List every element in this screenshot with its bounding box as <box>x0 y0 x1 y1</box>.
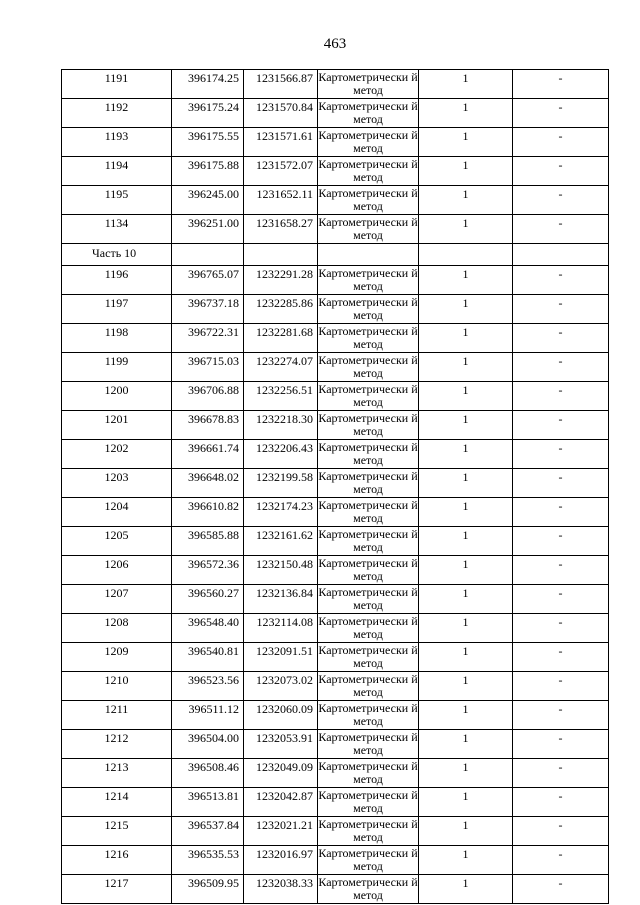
y-coordinate-cell: 1232021.21 <box>244 817 318 846</box>
x-coordinate-cell: 396174.25 <box>172 70 244 99</box>
accuracy-cell: 1 <box>419 324 513 353</box>
x-coordinate-cell: 396508.46 <box>172 759 244 788</box>
note-cell: - <box>513 215 609 244</box>
y-coordinate-cell: 1232256.51 <box>244 382 318 411</box>
method-cell: Картометрически й метод <box>318 128 418 155</box>
accuracy-cell: 1 <box>419 788 513 817</box>
note-cell: - <box>513 186 609 215</box>
point-number-cell: 1205 <box>62 527 172 556</box>
page-number: 463 <box>323 36 347 52</box>
note-cell: - <box>513 324 609 353</box>
point-number-cell: 1191 <box>62 70 172 99</box>
note-cell: - <box>513 672 609 701</box>
note-cell: - <box>513 469 609 498</box>
note-cell: - <box>513 157 609 186</box>
table-row <box>62 128 609 157</box>
section-label: Часть 10 <box>62 244 172 266</box>
point-number-cell: 1193 <box>62 128 172 157</box>
y-coordinate-cell: 1232291.28 <box>244 266 318 295</box>
table-row <box>62 846 609 875</box>
x-coordinate-cell: 396572.36 <box>172 556 244 585</box>
accuracy-cell: 1 <box>419 730 513 759</box>
method-cell: Картометрически й метод <box>318 643 418 670</box>
method-cell: Картометрически й метод <box>318 440 418 467</box>
note-cell: - <box>513 295 609 324</box>
method-cell: Картометрически й метод <box>318 788 418 815</box>
table-row <box>62 353 609 382</box>
y-coordinate-cell: 1232218.30 <box>244 411 318 440</box>
accuracy-cell: 1 <box>419 186 513 215</box>
method-cell: Картометрически й метод <box>318 70 418 97</box>
table-row <box>62 875 609 904</box>
point-number-cell: 1192 <box>62 99 172 128</box>
method-cell: Картометрически й метод <box>318 469 418 496</box>
method-cell: Картометрически й метод <box>318 701 418 728</box>
note-cell: - <box>513 788 609 817</box>
accuracy-cell: 1 <box>419 672 513 701</box>
note-cell: - <box>513 614 609 643</box>
table-row <box>62 643 609 672</box>
table-row <box>62 788 609 817</box>
y-coordinate-cell: 1232161.62 <box>244 527 318 556</box>
table-row <box>62 469 609 498</box>
x-coordinate-cell: 396251.00 <box>172 215 244 244</box>
point-number-cell: 1134 <box>62 215 172 244</box>
table-row <box>62 324 609 353</box>
accuracy-cell: 1 <box>419 817 513 846</box>
method-cell: Картометрически й метод <box>318 759 418 786</box>
note-cell: - <box>513 128 609 157</box>
method-cell: Картометрически й метод <box>318 846 418 873</box>
point-number-cell: 1197 <box>62 295 172 324</box>
accuracy-cell: 1 <box>419 99 513 128</box>
point-number-cell: 1202 <box>62 440 172 469</box>
x-coordinate-cell: 396245.00 <box>172 186 244 215</box>
table-row <box>62 614 609 643</box>
y-coordinate-cell: 1232274.07 <box>244 353 318 382</box>
point-number-cell: 1200 <box>62 382 172 411</box>
table-row <box>62 498 609 527</box>
x-coordinate-cell: 396540.81 <box>172 643 244 672</box>
point-number-cell: 1195 <box>62 186 172 215</box>
y-coordinate-cell: 1232281.68 <box>244 324 318 353</box>
y-coordinate-cell: 1232049.09 <box>244 759 318 788</box>
coordinates-table <box>61 69 609 904</box>
accuracy-cell: 1 <box>419 157 513 186</box>
table-row <box>62 295 609 324</box>
y-coordinate-cell: 1232136.84 <box>244 585 318 614</box>
note-cell: - <box>513 817 609 846</box>
y-coordinate-cell: 1232199.58 <box>244 469 318 498</box>
empty-cell <box>318 244 419 266</box>
x-coordinate-cell: 396509.95 <box>172 875 244 904</box>
note-cell: - <box>513 875 609 904</box>
method-cell: Картометрически й метод <box>318 382 418 409</box>
method-cell: Картометрически й метод <box>318 875 418 902</box>
point-number-cell: 1217 <box>62 875 172 904</box>
accuracy-cell: 1 <box>419 70 513 99</box>
point-number-cell: 1212 <box>62 730 172 759</box>
accuracy-cell: 1 <box>419 585 513 614</box>
table-row <box>62 585 609 614</box>
note-cell: - <box>513 730 609 759</box>
table-row <box>62 701 609 730</box>
x-coordinate-cell: 396722.31 <box>172 324 244 353</box>
table-row <box>62 672 609 701</box>
x-coordinate-cell: 396585.88 <box>172 527 244 556</box>
note-cell: - <box>513 846 609 875</box>
y-coordinate-cell: 1232042.87 <box>244 788 318 817</box>
point-number-cell: 1194 <box>62 157 172 186</box>
point-number-cell: 1210 <box>62 672 172 701</box>
method-cell: Картометрически й метод <box>318 157 418 184</box>
method-cell: Картометрически й метод <box>318 614 418 641</box>
method-cell: Картометрически й метод <box>318 730 418 757</box>
method-cell: Картометрически й метод <box>318 672 418 699</box>
point-number-cell: 1208 <box>62 614 172 643</box>
table-row <box>62 817 609 846</box>
table-row <box>62 382 609 411</box>
x-coordinate-cell: 396765.07 <box>172 266 244 295</box>
method-cell: Картометрически й метод <box>318 353 418 380</box>
y-coordinate-cell: 1231570.84 <box>244 99 318 128</box>
accuracy-cell: 1 <box>419 498 513 527</box>
x-coordinate-cell: 396610.82 <box>172 498 244 527</box>
table-row <box>62 556 609 585</box>
empty-cell <box>244 244 318 266</box>
x-coordinate-cell: 396678.83 <box>172 411 244 440</box>
x-coordinate-cell: 396537.84 <box>172 817 244 846</box>
x-coordinate-cell: 396513.81 <box>172 788 244 817</box>
method-cell: Картометрически й метод <box>318 498 418 525</box>
accuracy-cell: 1 <box>419 643 513 672</box>
y-coordinate-cell: 1231571.61 <box>244 128 318 157</box>
accuracy-cell: 1 <box>419 266 513 295</box>
x-coordinate-cell: 396175.24 <box>172 99 244 128</box>
x-coordinate-cell: 396548.40 <box>172 614 244 643</box>
accuracy-cell: 1 <box>419 215 513 244</box>
method-cell: Картометрически й метод <box>318 266 418 293</box>
y-coordinate-cell: 1231652.11 <box>244 186 318 215</box>
table-row <box>62 99 609 128</box>
y-coordinate-cell: 1232206.43 <box>244 440 318 469</box>
y-coordinate-cell: 1232150.48 <box>244 556 318 585</box>
accuracy-cell: 1 <box>419 295 513 324</box>
note-cell: - <box>513 701 609 730</box>
table-row <box>62 157 609 186</box>
note-cell: - <box>513 498 609 527</box>
y-coordinate-cell: 1231572.07 <box>244 157 318 186</box>
method-cell: Картометрически й метод <box>318 99 418 126</box>
note-cell: - <box>513 266 609 295</box>
accuracy-cell: 1 <box>419 614 513 643</box>
y-coordinate-cell: 1232174.23 <box>244 498 318 527</box>
point-number-cell: 1203 <box>62 469 172 498</box>
method-cell: Картометрически й метод <box>318 411 418 438</box>
y-coordinate-cell: 1232060.09 <box>244 701 318 730</box>
x-coordinate-cell: 396648.02 <box>172 469 244 498</box>
point-number-cell: 1215 <box>62 817 172 846</box>
x-coordinate-cell: 396511.12 <box>172 701 244 730</box>
note-cell: - <box>513 527 609 556</box>
accuracy-cell: 1 <box>419 128 513 157</box>
x-coordinate-cell: 396523.56 <box>172 672 244 701</box>
x-coordinate-cell: 396560.27 <box>172 585 244 614</box>
x-coordinate-cell: 396504.00 <box>172 730 244 759</box>
table-row <box>62 266 609 295</box>
point-number-cell: 1216 <box>62 846 172 875</box>
method-cell: Картометрически й метод <box>318 186 418 213</box>
section-row <box>62 244 609 266</box>
point-number-cell: 1199 <box>62 353 172 382</box>
point-number-cell: 1207 <box>62 585 172 614</box>
x-coordinate-cell: 396175.55 <box>172 128 244 157</box>
table-row <box>62 70 609 99</box>
table-row <box>62 186 609 215</box>
y-coordinate-cell: 1232091.51 <box>244 643 318 672</box>
accuracy-cell: 1 <box>419 411 513 440</box>
y-coordinate-cell: 1232285.86 <box>244 295 318 324</box>
y-coordinate-cell: 1232053.91 <box>244 730 318 759</box>
accuracy-cell: 1 <box>419 353 513 382</box>
accuracy-cell: 1 <box>419 846 513 875</box>
empty-cell <box>513 244 609 266</box>
table-row <box>62 440 609 469</box>
point-number-cell: 1213 <box>62 759 172 788</box>
note-cell: - <box>513 382 609 411</box>
point-number-cell: 1198 <box>62 324 172 353</box>
x-coordinate-cell: 396661.74 <box>172 440 244 469</box>
y-coordinate-cell: 1232114.08 <box>244 614 318 643</box>
point-number-cell: 1201 <box>62 411 172 440</box>
table-row <box>62 215 609 244</box>
coordinates-table-body <box>62 70 609 904</box>
empty-cell <box>172 244 244 266</box>
accuracy-cell: 1 <box>419 469 513 498</box>
y-coordinate-cell: 1231658.27 <box>244 215 318 244</box>
accuracy-cell: 1 <box>419 527 513 556</box>
x-coordinate-cell: 396737.18 <box>172 295 244 324</box>
note-cell: - <box>513 759 609 788</box>
accuracy-cell: 1 <box>419 759 513 788</box>
method-cell: Картометрически й метод <box>318 295 418 322</box>
empty-cell <box>419 244 513 266</box>
note-cell: - <box>513 440 609 469</box>
y-coordinate-cell: 1231566.87 <box>244 70 318 99</box>
x-coordinate-cell: 396715.03 <box>172 353 244 382</box>
note-cell: - <box>513 99 609 128</box>
method-cell: Картометрически й метод <box>318 585 418 612</box>
point-number-cell: 1209 <box>62 643 172 672</box>
accuracy-cell: 1 <box>419 701 513 730</box>
y-coordinate-cell: 1232016.97 <box>244 846 318 875</box>
note-cell: - <box>513 411 609 440</box>
x-coordinate-cell: 396535.53 <box>172 846 244 875</box>
accuracy-cell: 1 <box>419 556 513 585</box>
accuracy-cell: 1 <box>419 440 513 469</box>
x-coordinate-cell: 396706.88 <box>172 382 244 411</box>
point-number-cell: 1214 <box>62 788 172 817</box>
accuracy-cell: 1 <box>419 382 513 411</box>
note-cell: - <box>513 70 609 99</box>
method-cell: Картометрически й метод <box>318 527 418 554</box>
table-row <box>62 759 609 788</box>
table-row <box>62 411 609 440</box>
point-number-cell: 1204 <box>62 498 172 527</box>
note-cell: - <box>513 353 609 382</box>
note-cell: - <box>513 556 609 585</box>
point-number-cell: 1211 <box>62 701 172 730</box>
method-cell: Картометрически й метод <box>318 556 418 583</box>
method-cell: Картометрически й метод <box>318 215 418 242</box>
accuracy-cell: 1 <box>419 875 513 904</box>
table-row <box>62 527 609 556</box>
note-cell: - <box>513 585 609 614</box>
method-cell: Картометрически й метод <box>318 324 418 351</box>
method-cell: Картометрически й метод <box>318 817 418 844</box>
table-row <box>62 730 609 759</box>
x-coordinate-cell: 396175.88 <box>172 157 244 186</box>
y-coordinate-cell: 1232073.02 <box>244 672 318 701</box>
note-cell: - <box>513 643 609 672</box>
y-coordinate-cell: 1232038.33 <box>244 875 318 904</box>
point-number-cell: 1206 <box>62 556 172 585</box>
point-number-cell: 1196 <box>62 266 172 295</box>
